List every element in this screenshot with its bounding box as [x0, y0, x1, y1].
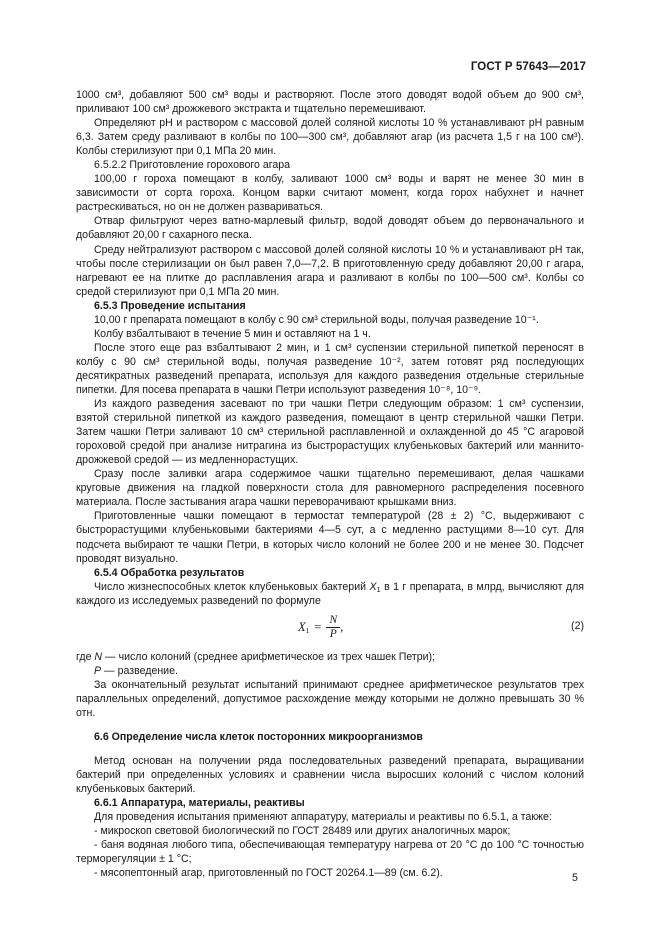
- formula-denominator: P: [329, 627, 337, 640]
- formula-number: (2): [571, 619, 584, 632]
- paragraph: Из каждого разведения засевают по три чашки Петри следующим образом: 1 см³ суспензии, взятой стерильной пипеткой из каждого разведения, помещают в центр стерильной чашки Петри. Затем чашки Петри заливают 10 см³ стерильной расплавленной и охлажденной до 45 °С агаровой гороховой средой при анализе нитрагина из быстрорастущих клубеньковых бактерий или маннито-дрожжевой средой — из медленнорастущих.: [76, 398, 584, 467]
- list-item: - микроскоп световой биологический по ГОСТ 28489 или других аналогичных марок;: [94, 825, 511, 838]
- paragraph: 1000 см³, добавляют 500 см³ воды и растворяют. После этого доводят водой объем до 900 см³, приливают 100 см³ дрожжевого экстракта и тщательно перемешивают.: [76, 89, 584, 116]
- section-heading-6-5-4: 6.5.4 Обработка результатов: [94, 566, 245, 579]
- formula-fraction: [326, 614, 340, 641]
- paragraph: Колбу взбалтывают в течение 5 мин и оставляют на 1 ч.: [94, 327, 371, 340]
- variable-x: X: [369, 580, 377, 593]
- paragraph-formula-intro: Число жизнеспособных клеток клубеньковых бактерий $X_1$ в 1 г препарата, в млрд, вычисляют для каждого из исследуемых разведений по формуле: [76, 580, 584, 607]
- formula-tail: ,: [340, 620, 344, 635]
- paragraph: Для проведения испытания применяют аппаратуру, материалы и реактивы по 6.5.1, а также:: [94, 811, 552, 824]
- formula-expression: [298, 614, 343, 641]
- subsection-title: 6.5.2.2 Приготовление горохового агара: [94, 159, 291, 172]
- formula-2: [76, 610, 584, 646]
- document-code-header: ГОСТ Р 57643—2017: [470, 61, 586, 73]
- page-number: 5: [572, 872, 578, 884]
- paragraph: Определяют pH и раствором с массовой долей соляной кислоты 10 % устанавливают pH равным 6,3. Затем среду разливают в колбы по 100—300 см³, добавляют агар (из расчета 1,5 г на 100 см³). Колбы стерилизуют при 0,1 МПа 20 мин.: [76, 117, 584, 158]
- paragraph: 10,00 г препарата помещают в колбу с 90 см³ стерильной воды, получая разведение 10⁻¹.: [94, 313, 539, 326]
- formula-equals: =: [314, 620, 322, 635]
- list-item: - мясопептонный агар, приготовленный по ГОСТ 20264.1—89 (см. 6.2).: [94, 867, 443, 880]
- formula-numerator: N: [326, 614, 340, 628]
- formula-lhs: $X_1$: [298, 620, 310, 636]
- paragraph: Отвар фильтруют через ватно-марлевый фильтр, водой доводят объем до первоначального и добавляют 20,00 г сахарного песка.: [76, 215, 584, 242]
- paragraph: Приготовленные чашки помещают в термостат температурой (28 ± 2) °С, выдерживают с быстрорастущими клубеньковыми бактериями 4—5 сут, а с медленно растущими 8—10 сут. Для подсчета выбирают те чашки Петри, в которых число колоний не более 200 и не менее 30. Подсчет проводят визуально.: [76, 510, 584, 565]
- paragraph: Сразу после заливки агара содержимое чашки тщательно перемешивают, делая чашками круговые движения на гладкой поверхности стола для равномерного распределения посевного материала. После застывания агара чашки переворачивают крышками вниз.: [76, 468, 584, 509]
- paragraph: После этого еще раз взбалтывают 2 мин, и 1 см³ суспензии стерильной пипеткой переносят в колбу с 90 см³ стерильной воды, получая разведение 10⁻², затем готовят ряд последующих десятикратных разведений препарата, используя для каждого разведения отдельные стерильные пипетки. Для посева препарата в чашки Петри используют разведения 10⁻⁸, 10⁻⁹.: [76, 341, 584, 396]
- list-item: - баня водяная любого типа, обеспечивающая температуру нагрева от 20 °С до 100 °С точностью терморегуляции ± 1 °С;: [76, 839, 584, 866]
- section-heading-6-5-3: 6.5.3 Проведение испытания: [94, 299, 246, 312]
- where-clause: где N — число колоний (среднее арифметическое из трех чашек Петри);: [76, 650, 436, 663]
- paragraph: Метод основан на получении ряда последовательных разведений препарата, выращивании бактерий при определенных условиях и сравнении числа выросших колоний с числом колоний клубеньковых бактерий.: [76, 755, 584, 796]
- page-body: [76, 88, 584, 880]
- where-clause: P — разведение.: [94, 664, 178, 677]
- paragraph: 100,00 г гороха помещают в колбу, заливают 1000 см³ воды и варят не менее 30 мин в зависимости от сорта гороха. Концом варки считают момент, когда горох набухнет и начнет растрескиваться, но он не должен развариваться.: [76, 173, 584, 214]
- section-heading-6-6: 6.6 Определение числа клеток посторонних микроорганизмов: [94, 730, 423, 743]
- paragraph: За окончательный результат испытаний принимают среднее арифметическое результатов трех параллельных определений, допустимое расхождение между которыми не должно превышать 30 % отн.: [76, 678, 584, 719]
- paragraph: Среду нейтрализуют раствором с массовой долей соляной кислоты 10 % и устанавливают pH так, чтобы после стерилизации он был равен 7,0—7,2. В приготовленную среду добавляют 20,00 г агара, нагревают ее на плитке до расплавления агара и разливают в колбы по 100—500 см³. Колбы со средой стерилизуют при 0,1 МПа 20 мин.: [76, 243, 584, 298]
- section-heading-6-6-1: 6.6.1 Аппаратура, материалы, реактивы: [94, 797, 305, 810]
